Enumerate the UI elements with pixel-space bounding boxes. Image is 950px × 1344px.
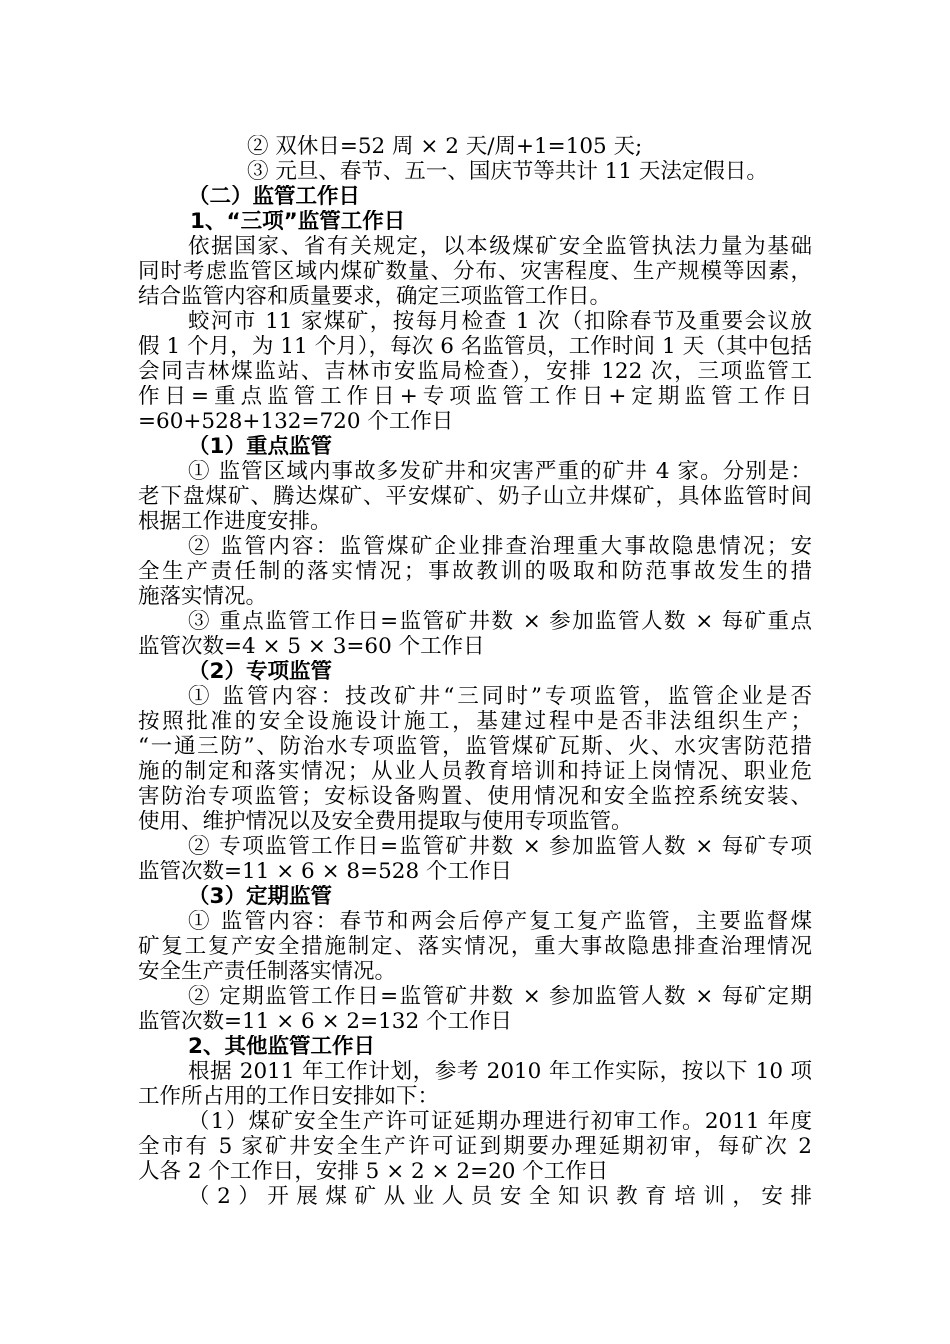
paragraph-line: 人各 2 个工作日，安排 5 × 2 × 2=20 个工作日	[138, 1160, 609, 1184]
paragraph-line: 结合监管内容和质量要求，确定三项监管工作日。	[138, 285, 612, 309]
paragraph-line: 监管次数=4 × 5 × 3=60 个工作日	[138, 635, 485, 659]
paragraph-line: ② 专项监管工作日=监管矿井数 × 参加监管人数 × 每矿专项	[188, 835, 812, 859]
paragraph-line: 工作所占用的工作日安排如下：	[138, 1085, 440, 1109]
paragraph-line: “一通三防”、防治水专项监管，监管煤矿瓦斯、火、水灾害防范措	[138, 735, 812, 759]
paragraph-line: 依据国家、省有关规定，以本级煤矿安全监管执法力量为基础	[188, 235, 812, 259]
subsection-heading: 2、其他监管工作日	[188, 1035, 375, 1059]
paragraph-line: 老下盘煤矿、腾达煤矿、平安煤矿、奶子山立井煤矿，具体监管时间	[138, 485, 812, 509]
subsection-heading: 1、“三项”监管工作日	[190, 210, 406, 234]
paragraph-line: 假 1 个月，为 11 个月），每次 6 名监管员，工作时间 1 天（其中包括	[138, 335, 812, 359]
paragraph-line: 安全生产责任制落实情况。	[138, 960, 397, 984]
paragraph-line: ③ 重点监管工作日=监管矿井数 × 参加监管人数 × 每矿重点	[188, 610, 812, 634]
paragraph-line: 监管次数=11 × 6 × 8=528 个工作日	[138, 860, 512, 884]
text-line: ③ 元旦、春节、五一、国庆节等共计 11 天法定假日。	[247, 160, 768, 184]
paragraph-line: 全市有 5 家矿井安全生产许可证到期要办理延期初审，每矿次 2	[138, 1135, 812, 1159]
paragraph-line: 作日=重点监管工作日+专项监管工作日+定期监管工作日	[138, 385, 812, 409]
section-heading: （二）监管工作日	[188, 185, 361, 209]
paragraph-line: 监管次数=11 × 6 × 2=132 个工作日	[138, 1010, 512, 1034]
paragraph-line: 会同吉林煤监站、吉林市安监局检查），安排 122 次，三项监管工	[138, 360, 812, 384]
paragraph-line: 施落实情况。	[138, 585, 268, 609]
subsection-heading: （2）专项监管	[188, 660, 332, 684]
paragraph-line: ① 监管内容：春节和两会后停产复工复产监管，主要监督煤	[188, 910, 812, 934]
paragraph-line: 全生产责任制的落实情况；事故教训的吸取和防范事故发生的措	[138, 560, 812, 584]
paragraph-line: 矿复工复产安全措施制定、落实情况，重大事故隐患排查治理情况	[138, 935, 812, 959]
paragraph-line: 同时考虑监管区域内煤矿数量、分布、灾害程度、生产规模等因素，	[138, 260, 812, 284]
paragraph-line: （2）开展煤矿从业人员安全知识教育培训，安排	[188, 1185, 812, 1209]
text-line: ② 双休日=52 周 × 2 天/周+1=105 天;	[247, 135, 643, 159]
paragraph-line: ② 定期监管工作日=监管矿井数 × 参加监管人数 × 每矿定期	[188, 985, 812, 1009]
paragraph-line: =60+528+132=720 个工作日	[138, 410, 454, 434]
subsection-heading: （3）定期监管	[188, 885, 332, 909]
paragraph-line: 使用、维护情况以及安全费用提取与使用专项监管。	[138, 810, 633, 834]
paragraph-line: 害防治专项监管；安标设备购置、使用情况和安全监控系统安装、	[138, 785, 812, 809]
paragraph-line: 按照批准的安全设施设计施工，基建过程中是否非法组织生产；	[138, 710, 812, 734]
paragraph-line: （1）煤矿安全生产许可证延期办理进行初审工作。2011 年度	[188, 1110, 812, 1134]
paragraph-line: ① 监管区域内事故多发矿井和灾害严重的矿井 4 家。分别是：	[188, 460, 812, 484]
paragraph-line: 根据工作进度安排。	[138, 510, 332, 534]
paragraph-line: 蛟河市 11 家煤矿，按每月检查 1 次（扣除春节及重要会议放	[188, 310, 812, 334]
paragraph-line: ② 监管内容：监管煤矿企业排查治理重大事故隐患情况；安	[188, 535, 812, 559]
paragraph-line: 施的制定和落实情况；从业人员教育培训和持证上岗情况、职业危	[138, 760, 812, 784]
subsection-heading: （1）重点监管	[188, 435, 332, 459]
paragraph-line: 根据 2011 年工作计划，参考 2010 年工作实际，按以下 10 项	[188, 1060, 812, 1084]
paragraph-line: ① 监管内容：技改矿井“三同时”专项监管，监管企业是否	[188, 685, 812, 709]
